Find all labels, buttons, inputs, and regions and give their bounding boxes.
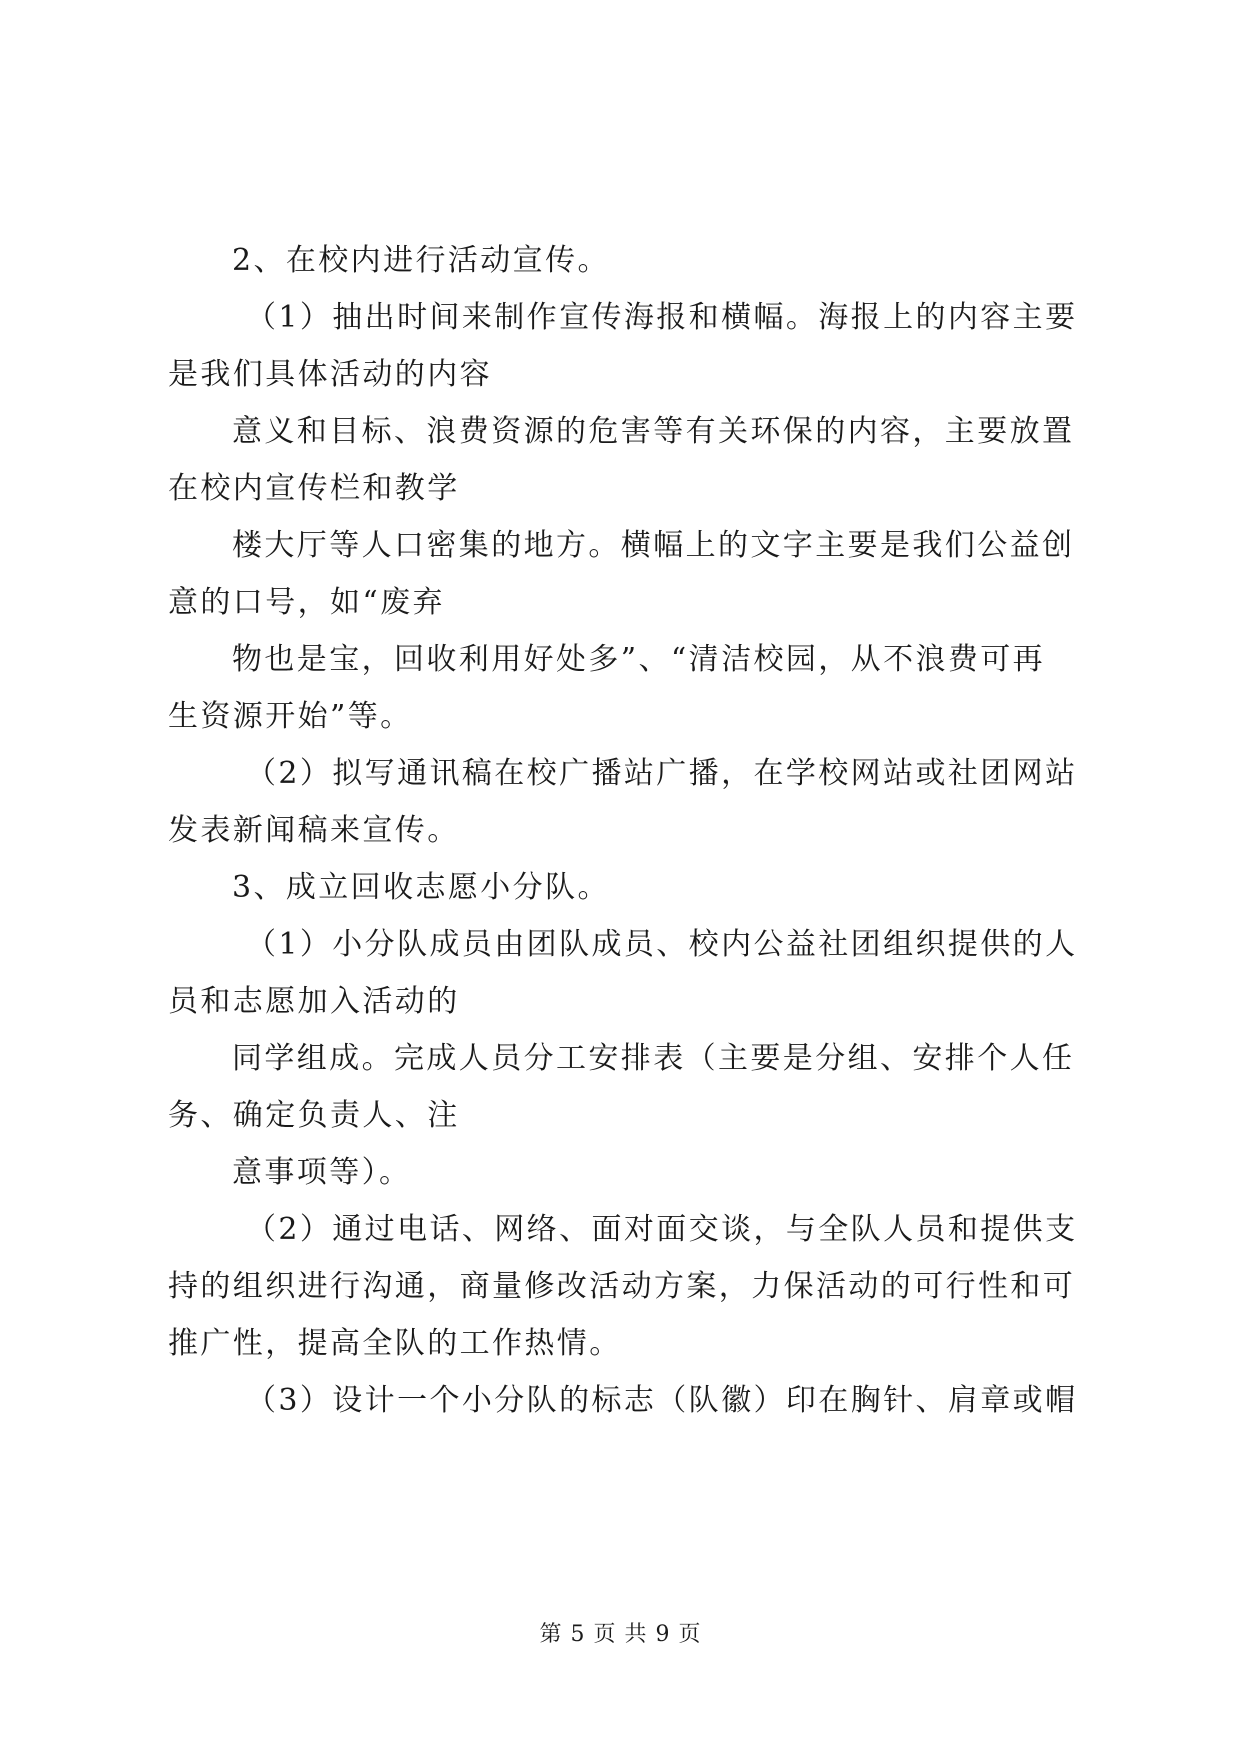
document-body [168, 232, 1088, 1429]
paragraph [168, 631, 1088, 745]
paragraph [168, 859, 1088, 916]
paragraph [168, 916, 1088, 1030]
text-line: 意的口号，如“废弃 [168, 585, 445, 620]
paragraph [168, 1144, 1088, 1201]
text-line: （2）通过电话、网络、面对面交谈，与全队人员和提供支 [246, 1212, 1078, 1247]
text-line: 同学组成。完成人员分工安排表（主要是分组、安排个人任 [232, 1041, 1075, 1076]
paragraph [168, 232, 1088, 289]
text-line: （1）小分队成员由团队成员、校内公益社团组织提供的人 [246, 927, 1078, 962]
text-line: 3、成立回收志愿小分队。 [232, 870, 610, 905]
text-line: 楼大厅等人口密集的地方。横幅上的文字主要是我们公益创 [232, 528, 1075, 563]
text-line: （2）拟写通讯稿在校广播站广播，在学校网站或社团网站 [246, 756, 1078, 791]
text-line: 员和志愿加入活动的 [168, 984, 460, 1019]
page-number-footer [0, 1620, 1241, 1650]
text-line: 意义和目标、浪费资源的危害等有关环保的内容，主要放置 [232, 414, 1075, 449]
paragraph [168, 1030, 1088, 1144]
text-line: 推广性，提高全队的工作热情。 [168, 1326, 622, 1361]
text-line: （3）设计一个小分队的标志（队徽）印在胸针、肩章或帽 [246, 1383, 1078, 1418]
page-number-label: 第 5 页 共 9 页 [539, 1622, 702, 1647]
text-line: 2、在校内进行活动宣传。 [232, 243, 610, 278]
text-line: 意事项等）。 [232, 1155, 412, 1190]
text-line: 持的组织进行沟通，商量修改活动方案，力保活动的可行性和可 [168, 1269, 1076, 1304]
text-line: （1）抽出时间来制作宣传海报和横幅。海报上的内容主要 [246, 300, 1078, 335]
text-line: 务、确定负责人、注 [168, 1098, 460, 1133]
paragraph [168, 403, 1088, 517]
text-line: 物也是宝，回收利用好处多”、“清洁校园，从不浪费可再 [232, 642, 1046, 677]
text-line: 是我们具体活动的内容 [168, 357, 492, 392]
paragraph [168, 517, 1088, 631]
paragraph [168, 1201, 1088, 1372]
paragraph [168, 289, 1088, 403]
paragraph [168, 745, 1088, 859]
text-line: 发表新闻稿来宣传。 [168, 813, 460, 848]
paragraph [168, 1372, 1088, 1429]
text-line: 生资源开始”等。 [168, 699, 413, 734]
text-line: 在校内宣传栏和教学 [168, 471, 460, 506]
